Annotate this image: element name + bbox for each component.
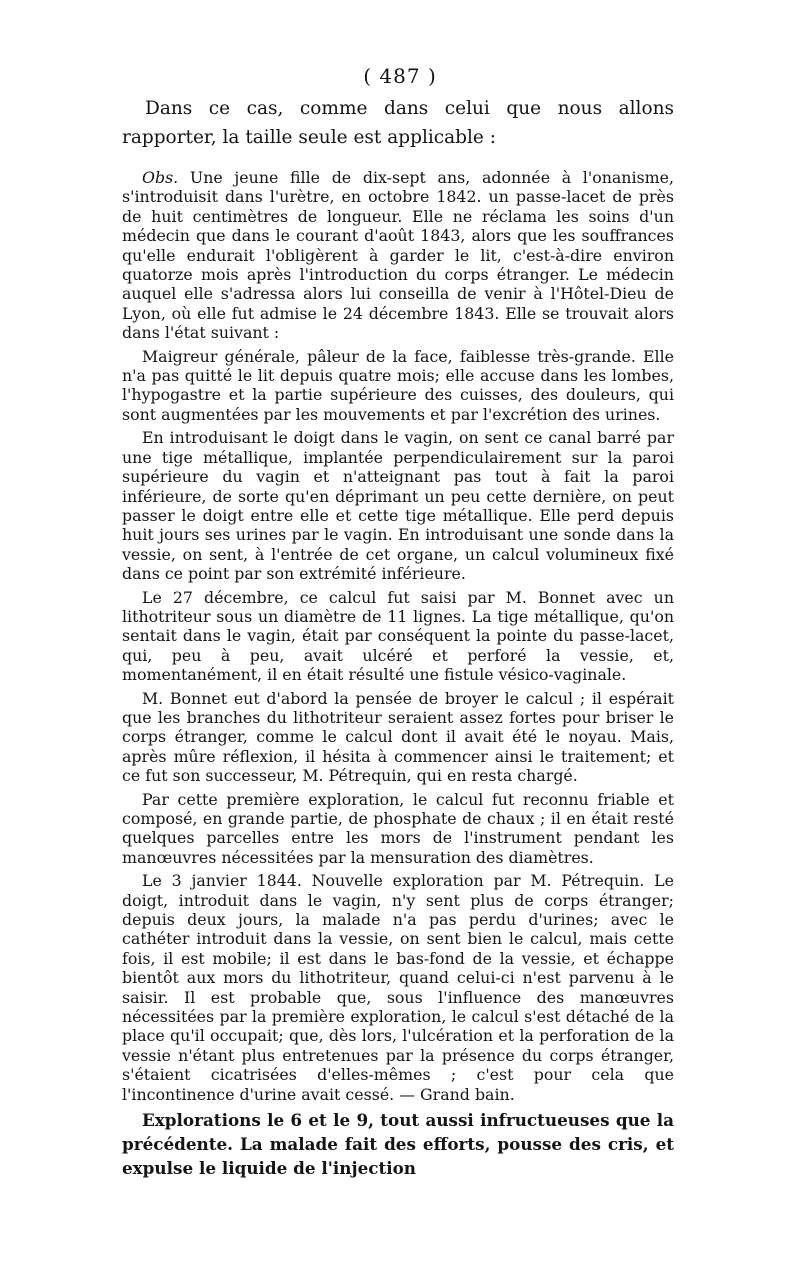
observation-paragraph (122, 168, 674, 343)
closing-paragraph: Explorations le 6 et le 9, tout aussi infructueuses que la précédente. La malade fait des efforts, pousse des cris, et expulse le liquide de l'injection (122, 1110, 674, 1179)
paragraph-bonnet: M. Bonnet eut d'abord la pensée de broyer le calcul ; il espérait que les branches du lithotriteur seraient assez fortes pour briser le corps étranger, comme le calcul dont il avait été le noyau. Mais, après mûre réflexion, il hésita à commencer ainsi le traitement; et ce fut son successeur, M. Pétrequin, qui en resta chargé. (122, 688, 674, 786)
paragraph-january-3: Le 3 janvier 1844. Nouvelle exploration par M. Pétrequin. Le doigt, introduit dans le vagin, n'y sent plus de corps étranger; depuis deux jours, la malade n'a pas perdu d'urines; avec le cathéter introduit dans la vessie, on sent bien le calcul, mais cette fois, il est mobile; il est dans le bas-fond de la vessie, et échappe bientôt aux mors du lithotriteur, quand celui-ci n'est parvenu à le saisir. Il est probable que, sous l'influence des manœuvres nécessitées par la première exploration, le calcul s'est détaché de la place qu'il occupait; que, dès lors, l'ulcération et la perforation de la vessie n'étant plus entretenues par la présence du corps étranger, s'étaient cicatrisées d'elles-mêmes ; c'est pour cela que l'incontinence d'urine avait cessé. — Grand bain. (122, 871, 674, 1104)
intro-paragraph: Dans ce cas, comme dans celui que nous allons rapporter, la taille seule est applicable : (122, 98, 674, 148)
paragraph-december-27: Le 27 décembre, ce calcul fut saisi par M. Bonnet avec un lithotriteur sous un diamètre de 11 lignes. La tige métallique, qu'on sentait dans le vagin, était par conséquent la pointe du passe-lacet, qui, peu à peu, avait ulcéré et perforé la vessie, et, momentanément, il en était résulté une fistule vésico-vaginale. (122, 587, 674, 685)
observation-label: Obs. (142, 168, 179, 187)
page-number: ( 487 ) (363, 64, 437, 88)
paragraph-symptoms: Maigreur générale, pâleur de la face, faiblesse très-grande. Elle n'a pas quitté le lit depuis quatre mois; elle accuse dans les lombes, l'hypogastre et la partie supérieure des cuisses, des douleurs, qui sont augmentées par les mouvements et par l'excrétion des urines. (122, 346, 674, 424)
body-text (122, 94, 674, 1180)
observation-text: Une jeune fille de dix-sept ans, adonnée à l'onanisme, s'introduisit dans l'urètre, en octobre 1842. un passe-lacet de près de huit centimètres de longueur. Elle ne réclama les soins d'un médecin que dans le courant d'août 1843, alors que les souffrances qu'elle endurait l'obligèrent à garder le lit, c'est-à-dire environ quatorze mois après l'introduction du corps étranger. Le médecin auquel elle s'adressa alors lui conseilla de venir à l'Hôtel-Dieu de Lyon, où elle fut admise le 24 décembre 1843. Elle se trouvait alors dans l'état suivant : (122, 168, 674, 343)
paragraph-vaginal-exam: En introduisant le doigt dans le vagin, on sent ce canal barré par une tige métallique, implantée perpendiculairement sur la paroi supérieure du vagin et n'atteignant pas tout à fait la paroi inférieure, de sorte qu'en déprimant un peu cette dernière, on peut passer le doigt entre elle et cette tige métallique. Elle perd depuis huit jours ses urines par le vagin. En introduisant une sonde dans la vessie, on sent, à l'entrée de cet organe, un calcul volumineux fixé dans ce point par son extrémité inférieure. (122, 428, 674, 584)
paragraph-first-exploration: Par cette première exploration, le calcul fut reconnu friable et composé, en grande partie, de phosphate de chaux ; il en était resté quelques parcelles entre les mors de l'instrument pendant les manœuvres nécessitées par la mensuration des diamètres. (122, 789, 674, 867)
